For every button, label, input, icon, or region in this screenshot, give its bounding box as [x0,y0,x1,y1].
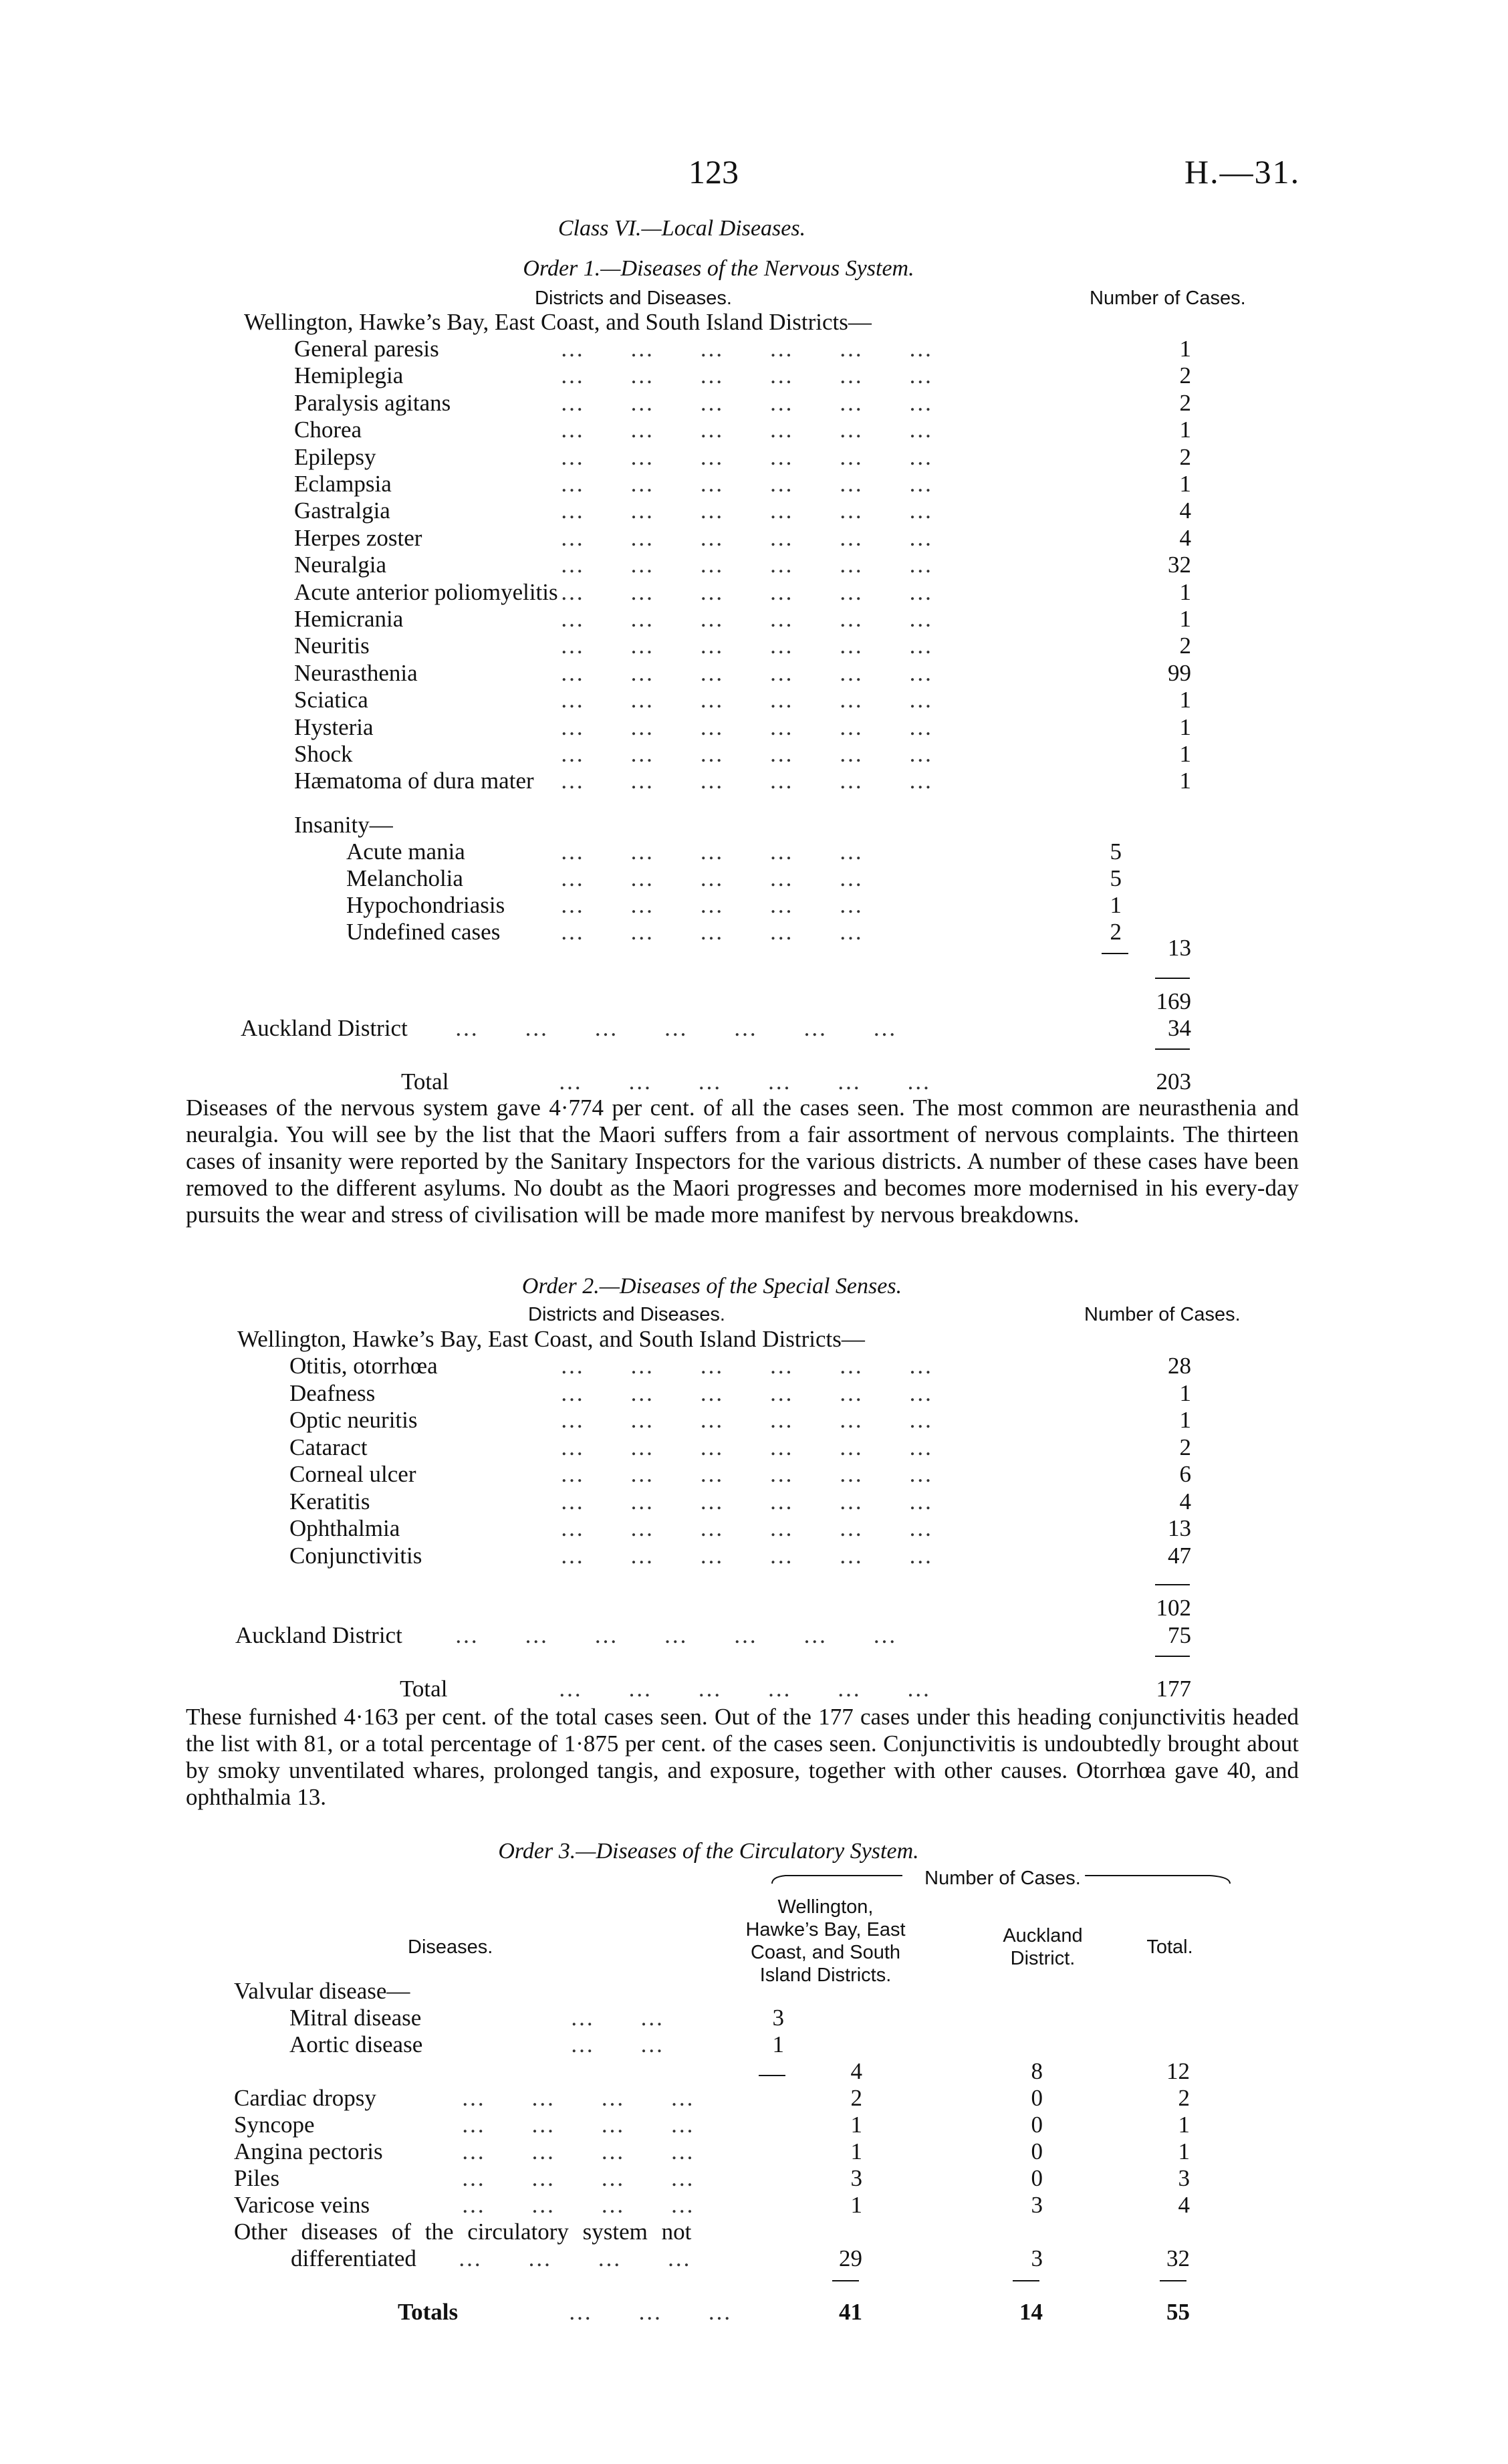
order1-total-rule [1155,1048,1190,1050]
order1-row [294,579,1197,606]
order3-title: Order 3.—Diseases of the Circulatory System. [498,1839,919,1864]
order1-row-label: Hysteria [294,713,374,740]
insanity-row [346,865,1148,892]
order3-row-label: Varicose veins [234,2192,370,2218]
order2-group-label: Wellington, Hawke’s Bay, East Coast, and South Island Districts— [237,1326,865,1352]
order1-row-label: Paralysis agitans [294,389,451,416]
leader-dots: … … … … … … [560,389,933,416]
leader-dots: … … … … … … [560,471,933,497]
leader-dots: … … … … … [560,838,863,865]
order1-group-label: Wellington, Hawke’s Bay, East Coast, and South Island Districts— [244,309,872,335]
leader-dots: … … … … … [560,892,863,918]
order1-row-label: Neurasthenia [294,659,418,686]
other-label-1: Other diseases of the circulatory system not [234,2219,692,2245]
valvular-row-value: 1 [772,2031,784,2057]
valvular-row [289,2005,824,2031]
order3-row-wellington: 2 [850,2085,862,2111]
leader-dots: … … … … … … … [455,1015,897,1041]
order1-col-districts: Districts and Diseases. [535,288,732,309]
leader-dots: … … … … … … [560,524,933,551]
paragraph-nervous-text: Diseases of the nervous system gave 4·774 per cent. of all the cases seen. The most common are neurasthenia and neuralgia. You will see by the list that the Maori suffers from a fair assortment of nervous complaints. The thirteen cases of insanity were reported by the Sanitary Inspectors for the various districts. A number of these cases have been removed to the different asylums. No doubt as the Maori progresses and becomes more modernised in his every-day pursuits the wear and stress of civilisation will be made more manifest by nervous breakdowns. [186,1095,1299,1228]
leader-dots: … … … … … … [560,362,933,389]
page-number: 123 [688,153,739,191]
leader-dots: … … … … … … [560,687,933,713]
valvular-sum-total: 12 [1166,2058,1190,2084]
order2-row [289,1353,1197,1379]
order2-row [289,1543,1197,1569]
order3-row-total: 1 [1178,2138,1190,2164]
order1-row-value: 2 [1179,389,1191,416]
order2-row [289,1434,1197,1461]
order3-row-wellington: 1 [850,2112,862,2138]
order3-row-auckland: 0 [1031,2138,1043,2164]
order1-row-value: 1 [1179,606,1191,632]
insanity-row-label: Acute mania [346,838,465,865]
order1-row-label: Herpes zoster [294,524,422,551]
order2-col-districts: Districts and Diseases. [528,1304,725,1325]
order3-row-total: 2 [1178,2085,1190,2111]
order3-row-auckland: 0 [1031,2112,1043,2138]
order3-col-auckland: Auckland District. [1003,1925,1083,1969]
totals-row [398,2299,1200,2326]
order1-row-label: Chorea [294,417,362,443]
other-auckland: 3 [1031,2245,1043,2271]
order3-col-total: Total. [1146,1936,1193,1958]
insanity-total: 13 [1168,935,1191,961]
order3-row-auckland: 0 [1031,2085,1043,2111]
class-title: Class VI.—Local Diseases. [557,216,806,241]
leader-dots: … … [570,2031,664,2057]
order2-total-rule [1155,1656,1190,1657]
order2-row-value: 13 [1168,1515,1191,1541]
leader-dots: … … … … [461,2138,695,2164]
leader-dots: … … … … … … [560,417,933,443]
order3-row-label: Angina pectoris [234,2138,383,2164]
insanity-row [346,838,1148,865]
order2-title: Order 2.—Diseases of the Special Senses. [521,1274,902,1299]
order1-row [294,552,1197,578]
leader-dots: … … … [568,2299,732,2325]
order2-row-label: Corneal ulcer [289,1461,416,1487]
order2-total-row [400,1676,1197,1702]
order3-row-total: 1 [1178,2112,1190,2138]
insanity-row-value: 2 [1110,919,1122,945]
totals-rule-wellington [832,2280,859,2281]
insanity-label: Insanity— [294,812,393,838]
paragraph-nervous [186,1095,1299,1228]
leader-dots: … … … … … … [560,741,933,767]
order1-row-label: Acute anterior poliomyelitis [294,578,558,605]
order1-row [294,362,1197,389]
order3-row [234,2138,1200,2165]
insanity-row [346,919,1148,945]
order2-subtotal: 102 [1156,1595,1191,1621]
order1-auckland-value: 34 [1168,1015,1191,1041]
order2-row [289,1407,1197,1434]
order1-row [294,768,1197,794]
order1-row [294,497,1197,524]
order1-row-label: Shock [294,741,353,767]
order3-row [234,2085,1200,2112]
other-row [291,2245,1200,2272]
order1-row-label: Hemiplegia [294,362,404,389]
leader-dots: … … … … … [560,919,863,945]
leader-dots: … … … … … … [560,1488,933,1515]
valvular-row-label: Aortic disease [289,2031,423,2057]
order1-total-value: 203 [1156,1069,1191,1095]
order1-row [294,525,1197,552]
order1-row-value: 1 [1179,336,1191,362]
insanity-row-value: 1 [1110,892,1122,918]
valvular-sum-auckland: 8 [1031,2058,1043,2084]
order1-total-row [401,1069,1197,1095]
insanity-row-label: Undefined cases [346,919,501,945]
order1-row-value: 99 [1168,659,1191,686]
order1-auckland-row [241,1015,1197,1042]
order1-row-value: 1 [1179,578,1191,605]
order3-row-wellington: 3 [850,2165,862,2191]
leader-dots: … … … … … … [560,713,933,740]
leader-dots: … … … … … … [560,1353,933,1379]
leader-dots: … … … … … … [560,659,933,686]
order1-row [294,336,1197,362]
order1-row-value: 4 [1179,524,1191,551]
order1-row-label: Hemicrania [294,606,404,632]
order2-row-value: 47 [1168,1542,1191,1569]
order1-row-value: 2 [1179,633,1191,659]
order1-row [294,417,1197,443]
order1-row [294,741,1197,768]
order3-row-auckland: 0 [1031,2165,1043,2191]
order1-row-label: Neuralgia [294,552,386,578]
order2-auckland-label: Auckland District [235,1622,402,1648]
order1-row-label: Hæmatoma of dura mater [294,768,534,794]
insanity-row-value: 5 [1110,838,1122,865]
order1-row-value: 1 [1179,471,1191,497]
leader-dots: … … … … … … [560,336,933,362]
leader-dots: … … … … [458,2245,691,2271]
order1-row [294,633,1197,659]
order2-sum-rule [1155,1584,1190,1585]
order1-row-value: 32 [1168,552,1191,578]
order1-title: Order 1.—Diseases of the Nervous System. [523,256,914,281]
order3-row [234,2112,1200,2138]
insanity-row-label: Melancholia [346,865,463,891]
order2-row [289,1461,1197,1488]
order1-col-cases: Number of Cases. [1090,288,1246,309]
leader-dots: … … … … … … [560,552,933,578]
order1-row [294,660,1197,687]
leader-dots: … … … … … … [560,1434,933,1460]
leader-dots: … … … … … … [560,578,933,605]
leader-dots: … … … … … … … [455,1622,897,1648]
order3-row [234,2165,1200,2192]
order2-row-label: Deafness [289,1379,376,1406]
leader-dots: … … … … [461,2085,695,2111]
order1-row [294,471,1197,497]
order2-row-value: 1 [1179,1379,1191,1406]
order1-row-label: General paresis [294,336,439,362]
order2-row-value: 1 [1179,1407,1191,1433]
order2-row [289,1515,1197,1542]
order2-auckland-row [235,1622,1197,1649]
order3-col-wellington: Wellington, Hawke’s Bay, East Coast, and South Island Districts. [745,1896,906,1986]
other-label-2: differentiated [291,2245,416,2271]
order2-row-value: 28 [1168,1353,1191,1379]
order3-row-label: Cardiac dropsy [234,2085,376,2111]
leader-dots: … … … … [461,2112,695,2138]
valvular-row-label: Mitral disease [289,2005,422,2031]
paragraph-senses [186,1704,1299,1811]
order1-row-label: Epilepsy [294,443,376,470]
order3-col-number: Number of Cases. [920,1868,1085,1890]
order2-row-label: Ophthalmia [289,1515,400,1541]
leader-dots: … … … … [461,2165,695,2191]
insanity-row-value: 5 [1110,865,1122,891]
leader-dots: … … … … … … [560,497,933,524]
order2-row-value: 4 [1179,1488,1191,1515]
order2-total-label: Total [400,1676,448,1702]
order2-auckland-value: 75 [1168,1622,1191,1648]
order1-subtotal: 169 [1156,988,1191,1014]
order2-col-cases: Number of Cases. [1084,1304,1241,1325]
totals-rule-auckland [1013,2280,1039,2281]
leader-dots: … … … … … … [560,606,933,632]
order3-col-diseases: Diseases. [408,1936,493,1958]
insanity-sum-rule [1102,953,1128,954]
document-reference: H.—31. [1184,153,1301,191]
order1-row-value: 1 [1179,713,1191,740]
order2-row-label: Otitis, otorrhœa [289,1353,438,1379]
valvular-sum-rule [759,2075,785,2076]
leader-dots: … … … … … … [560,1515,933,1541]
other-wellington: 29 [839,2245,862,2271]
order2-row-label: Optic neuritis [289,1407,418,1433]
leader-dots: … … … … … … [560,443,933,470]
totals-rule-total [1160,2280,1186,2281]
leader-dots: … … … … … … [558,1676,931,1702]
order2-total-value: 177 [1156,1676,1191,1702]
totals-total: 55 [1166,2299,1190,2325]
order1-row-value: 1 [1179,687,1191,713]
valvular-row-value: 3 [772,2005,784,2031]
leader-dots: … … … … [461,2192,695,2218]
other-total: 32 [1166,2245,1190,2271]
order1-row-label: Gastralgia [294,497,390,524]
leader-dots: … … … … … … [560,1379,933,1406]
valvular-label: Valvular disease— [234,1978,410,2004]
order1-row-value: 2 [1179,362,1191,389]
valvular-sum-wellington: 4 [850,2058,862,2084]
order3-row-wellington: 1 [850,2138,862,2164]
order1-row-value: 2 [1179,443,1191,470]
totals-wellington: 41 [839,2299,862,2325]
leader-dots: … … … … … … [560,633,933,659]
order1-row [294,606,1197,633]
order1-row-label: Sciatica [294,687,368,713]
order3-row-label: Syncope [234,2112,315,2138]
totals-auckland: 14 [1019,2299,1043,2325]
order1-total-label: Total [401,1069,449,1095]
leader-dots: … … … … … … [560,1542,933,1569]
order2-row [289,1380,1197,1407]
paragraph-senses-text: These furnished 4·163 per cent. of the total cases seen. Out of the 177 cases under this heading conjunctivitis headed the list with 81, or a total percentage of 1·875 per cent. of the cases seen. Conjunctivitis is undoubtedly brought about by smoky unventilated whares, prolonged tangis, and exposure, together with other causes. Otorrhœa gave 40, and ophthalmia 13. [186,1704,1299,1810]
order3-row [234,2192,1200,2219]
leader-dots: … … [570,2005,664,2031]
valvular-row [289,2031,824,2058]
order1-auckland-label: Auckland District [241,1015,408,1041]
leader-dots: … … … … … … [560,1407,933,1433]
order2-row-label: Keratitis [289,1488,370,1515]
leader-dots: … … … … … … [560,768,933,794]
order2-row [289,1488,1197,1515]
order3-row-auckland: 3 [1031,2192,1043,2218]
order3-row-label: Piles [234,2165,280,2191]
order1-row-label: Neuritis [294,633,370,659]
order2-row-value: 2 [1179,1434,1191,1460]
totals-label: Totals [398,2299,459,2325]
leader-dots: … … … … … [560,865,863,891]
order1-row-value: 1 [1179,417,1191,443]
insanity-row [346,892,1148,919]
order2-row-label: Conjunctivitis [289,1542,422,1569]
order1-sum-rule [1155,978,1190,979]
order3-row-wellington: 1 [850,2192,862,2218]
order1-row-value: 1 [1179,741,1191,767]
order1-row [294,714,1197,741]
leader-dots: … … … … … … [560,1461,933,1487]
order2-row-label: Cataract [289,1434,368,1460]
order2-row-value: 6 [1179,1461,1191,1487]
order1-row-value: 4 [1179,497,1191,524]
insanity-row-label: Hypochondriasis [346,892,505,918]
order1-row [294,687,1197,713]
order1-row-value: 1 [1179,768,1191,794]
order3-row-total: 3 [1178,2165,1190,2191]
order3-row-total: 4 [1178,2192,1190,2218]
leader-dots: … … … … … … [558,1069,931,1095]
order1-row-label: Eclampsia [294,471,392,497]
order1-row [294,444,1197,471]
order1-row [294,390,1197,417]
